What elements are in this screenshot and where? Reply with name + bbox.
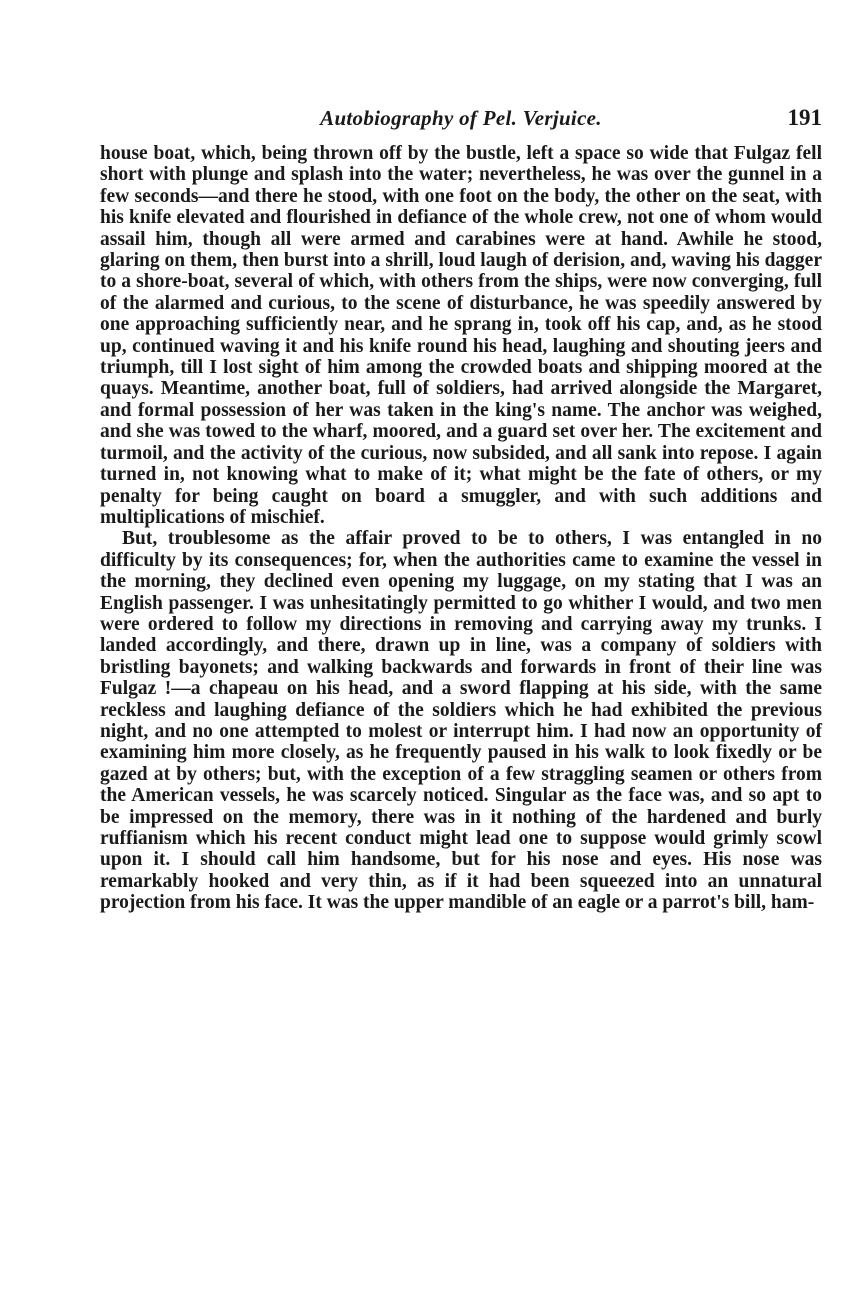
paragraph: But, troublesome as the affair proved to be to others, I was entangled in no difficulty by its consequences; for, when the authorities came to examine the vessel in the morning, they declined even opening my luggage, on my stating that I was an English passenger. I was unhesitatingly permitted to go whither I would, and two men were ordered to follow my directions in removing and carrying away my trunks. I landed accordingly, and there, drawn up in line, was a company of soldiers with bristling bayonets; and walking backwards and forwards in front of their line was Fulgaz !—a chapeau on his head, and a sword flapping at his side, with the same reckless and laughing defiance of the soldiers which he had exhibited the previous night, and no one attempted to molest or interrupt him. I had now an opportunity of examining him more closely, as he frequently paused in his walk to look fixedly or be gazed at by others; but, with the exception of a few straggling seamen or others from the American vessels, he was scarcely noticed. Singular as the face was, and so apt to be impressed on the memory, there was in it nothing of the hardened and burly ruffianism which his recent conduct might lead one to suppose would grimly scowl upon it. I should call him handsome, but for his nose and eyes. His nose was remarkably hooked and very thin, as if it had been squeezed into an unnatural projection from his face. It was the upper mandible of an eagle or a parrot's bill, ham-	[100, 528, 822, 914]
body-text	[100, 143, 822, 914]
running-title: Autobiography of Pel. Verjuice.	[320, 106, 602, 130]
paragraph-continued: house boat, which, being thrown off by the bustle, left a space so wide that Fulgaz fell short with plunge and splash into the water; nevertheless, he was over the gunnel in a few seconds—and there he stood, with one foot on the body, the other on the seat, with his knife elevated and flourished in defiance of the whole crew, not one of whom would assail him, though all were armed and carabines were at hand. Awhile he stood, glaring on them, then burst into a shrill, loud laugh of derision, and, waving his dagger to a shore-boat, several of which, with others from the ships, were now converging, full of the alarmed and curious, to the scene of disturbance, he was speedily answered by one approaching sufficiently near, and he sprang in, took off his cap, and, as he stood up, continued waving it and his knife round his head, laughing and shouting jeers and triumph, till I lost sight of him among the crowded boats and shipping moored at the quays. Meantime, another boat, full of soldiers, had arrived alongside the Margaret, and formal possession of her was taken in the king's name. The anchor was weighed, and she was towed to the wharf, moored, and a guard set over her. The excitement and turmoil, and the activity of the curious, now subsided, and all sank into repose. I again turned in, not knowing what to make of it; what might be the fate of others, or my penalty for being caught on board a smuggler, and with such additions and multiplications of mischief.	[100, 143, 822, 528]
running-head	[100, 100, 822, 136]
page-number: 191	[787, 105, 822, 130]
